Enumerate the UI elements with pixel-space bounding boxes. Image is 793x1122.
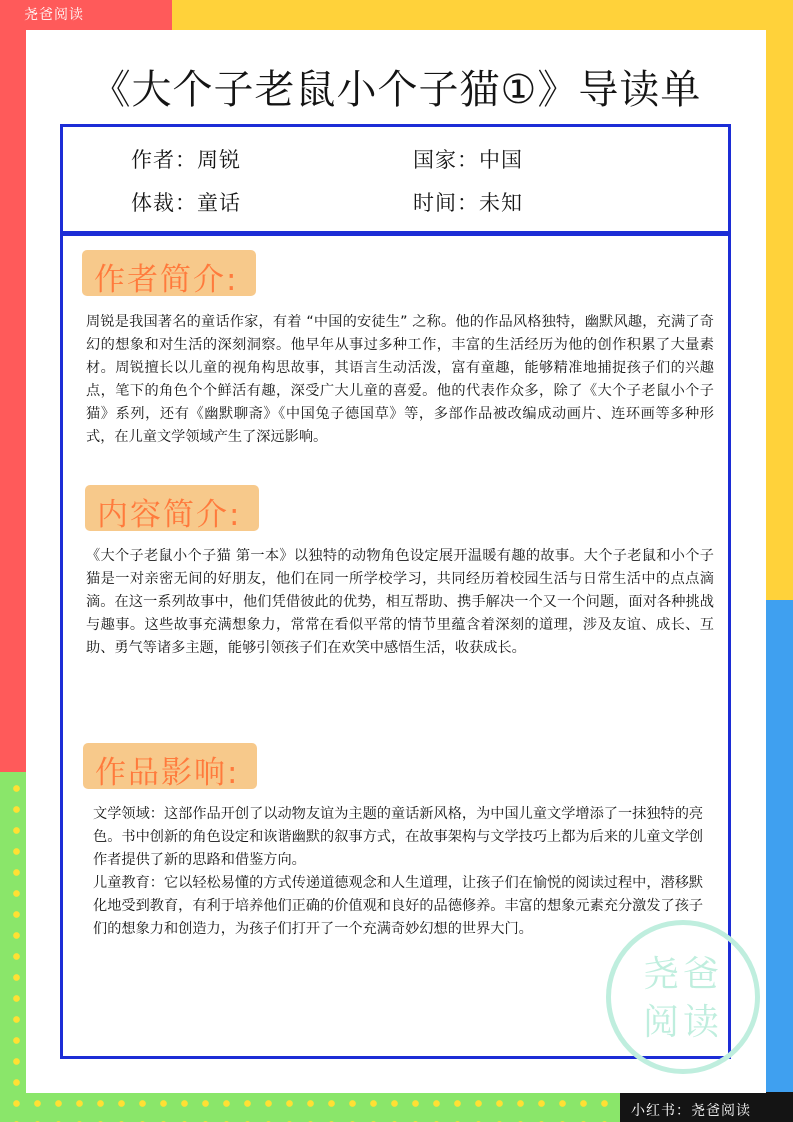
- author-intro-heading: 作者简介:: [94, 262, 239, 298]
- footer-brand-label: 小红书：尧爸阅读: [631, 1103, 751, 1119]
- watermark-stamp: [606, 920, 760, 1074]
- corner-brand-label: 尧爸阅读: [24, 7, 84, 23]
- author-intro-text: 周锐是我国著名的童话作家，有着 “中国的安徒生” 之称。他的作品风格独特，幽默风趣，充满了奇幻的想象和对生活的深刻洞察。他早年从事过多种工作，丰富的生活经历为他的创作积累了大量素材。周锐擅长以儿童的视角构思故事，其语言生动活泼，富有童趣，能够精准地捕捉孩子们的兴趣点，笔下的角色个个鲜活有趣，深受广大儿童的喜爱。他的代表作众多，除了《大个子老鼠小个子猫》系列，还有《幽默聊斋》《中国兔子德国草》等，多部作品被改编成动画片、连环画等多种形式，在儿童文学领域产生了深远影响。: [86, 314, 714, 445]
- genre-info: 体裁：童话: [131, 191, 241, 215]
- country-info: 国家：中国: [413, 148, 523, 172]
- work-impact-text: 文学领域：这部作品开创了以动物友谊为主题的童话新风格，为中国儿童文学增添了一抹独特的亮色。书中创新的角色设定和诙谐幽默的叙事方式，在故事架构与文学技巧上都为后来的儿童文学创作者提供了新的思路和借鉴方向。 儿童教育：它以轻松易懂的方式传递道德观念和人生道理，让孩子们在愉悦的阅读过程中，潜移默化地受到教育，有利于培养他们正确的价值观和良好的品德修养。丰富的想象元素充分激发了孩子们的想象力和创造力，为孩子们打开了一个充满奇妙幻想的世界大门。: [93, 806, 704, 937]
- author-info: 作者：周锐: [131, 148, 241, 172]
- time-info: 时间：未知: [413, 191, 523, 215]
- page-title: 《大个子老鼠小个子猫①》导读单: [90, 67, 702, 113]
- info-box: [60, 124, 731, 234]
- watermark-text: 尧爸 阅读: [642, 954, 723, 1043]
- content-intro-text: 《大个子老鼠小个子猫 第一本》以独特的动物角色设定展开温暖有趣的故事。大个子老鼠和小个子猫是一对亲密无间的好朋友，他们在同一所学校学习，共同经历着校园生活与日常生活中的点点滴滴。在这一系列故事中，他们凭借彼此的优势，相互帮助、携手解决一个又一个问题，面对各种挑战与趣事。这些故事充满想象力，常常在看似平常的情节里蕴含着深刻的道理，涉及友谊、成长、互助、勇气等诸多主题，能够引领孩子们在欢笑中感悟生活，收获成长。: [86, 548, 714, 656]
- content-intro-heading: 内容简介:: [97, 497, 242, 533]
- work-impact-heading: 作品影响:: [95, 755, 240, 791]
